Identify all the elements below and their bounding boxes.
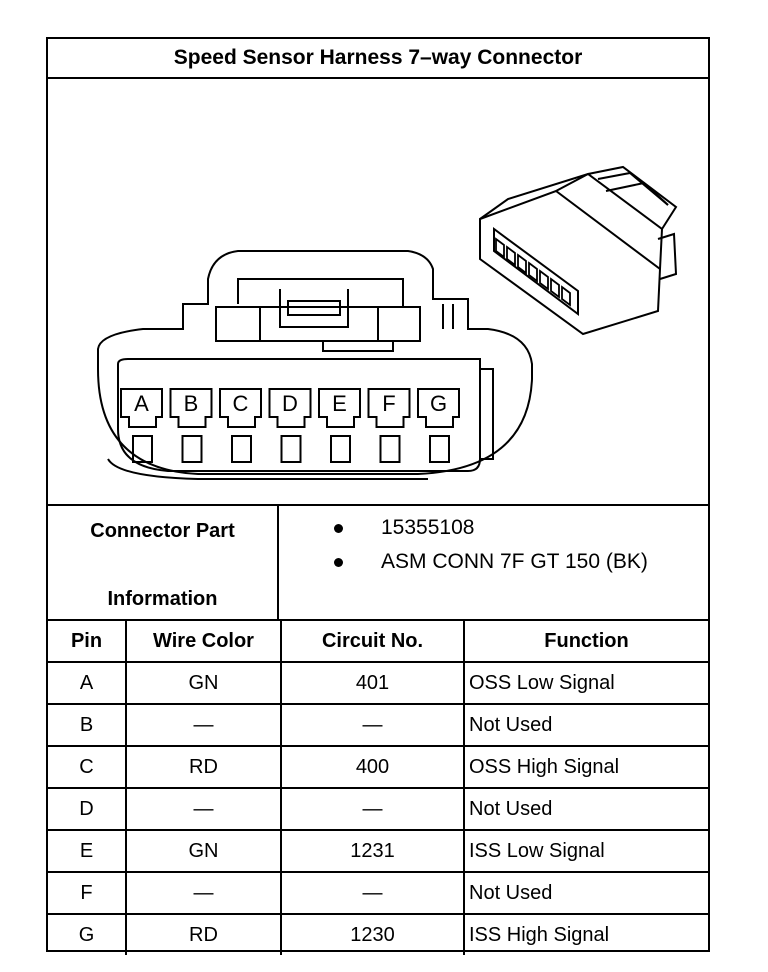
pin-letter-label: A	[134, 391, 149, 416]
pin-cavity-group	[121, 389, 459, 462]
pin-cavity-d	[270, 389, 311, 462]
bullet-icon	[334, 558, 343, 567]
pin-cavity-a	[121, 389, 162, 462]
pin-letter-label: D	[282, 391, 298, 416]
circuit-no-cell: 1230	[281, 914, 464, 955]
info-label-line1: Connector Part	[90, 520, 235, 542]
pin-letter-label: F	[382, 391, 396, 416]
connector-3d-cavities	[496, 239, 570, 305]
header-circuit-no: Circuit No.	[281, 621, 464, 662]
table-row	[48, 788, 708, 830]
table-header-row	[48, 621, 708, 662]
connector-illustration	[48, 79, 708, 504]
page-title: Speed Sensor Harness 7–way Connector	[48, 39, 708, 79]
table-row	[48, 872, 708, 914]
pin-cavity-c	[220, 389, 261, 462]
connector-sheet	[46, 37, 710, 952]
function-cell: ISS Low Signal	[464, 830, 708, 872]
pin-cell: G	[48, 914, 126, 955]
table-row	[48, 830, 708, 872]
pin-housing	[118, 359, 480, 471]
table-row	[48, 704, 708, 746]
connector-face-outline	[98, 251, 532, 474]
bullet-icon	[334, 524, 343, 533]
header-function: Function	[464, 621, 708, 662]
header-pin: Pin	[48, 621, 126, 662]
circuit-no-cell: 1231	[281, 830, 464, 872]
circuit-no-cell: 401	[281, 662, 464, 704]
pin-cell: C	[48, 746, 126, 788]
function-cell: ISS High Signal	[464, 914, 708, 955]
table-row	[48, 746, 708, 788]
circuit-no-cell: —	[281, 872, 464, 914]
part-number-text: 15355108	[381, 516, 475, 539]
wire-color-cell: GN	[126, 830, 281, 872]
wire-color-cell: GN	[126, 662, 281, 704]
function-cell: OSS Low Signal	[464, 662, 708, 704]
part-number-item	[334, 516, 474, 540]
connector-part-label	[48, 506, 279, 619]
header-wire-color: Wire Color	[126, 621, 281, 662]
pin-cell: B	[48, 704, 126, 746]
pin-cavity-f	[369, 389, 410, 462]
connector-3d-view	[480, 167, 676, 334]
pin-letter-label: G	[429, 391, 448, 416]
wire-color-cell: —	[126, 704, 281, 746]
function-cell: Not Used	[464, 872, 708, 914]
pin-letter-label: E	[332, 391, 347, 416]
table-row	[48, 662, 708, 704]
circuit-no-cell: —	[281, 704, 464, 746]
function-cell: Not Used	[464, 788, 708, 830]
part-description-text: ASM CONN 7F GT 150 (BK)	[381, 550, 648, 573]
pin-letter-label: B	[183, 391, 199, 416]
function-cell: Not Used	[464, 704, 708, 746]
pinout-table	[48, 621, 708, 955]
table-row	[48, 914, 708, 955]
wire-color-cell: —	[126, 788, 281, 830]
circuit-no-cell: —	[281, 788, 464, 830]
info-label-line2: Information	[107, 588, 218, 610]
wire-color-cell: —	[126, 872, 281, 914]
connector-part-info	[48, 504, 708, 621]
wire-color-cell: RD	[126, 914, 281, 955]
part-description-item	[334, 550, 648, 574]
pin-cell: D	[48, 788, 126, 830]
pin-cell: E	[48, 830, 126, 872]
circuit-no-cell: 400	[281, 746, 464, 788]
latch-outline	[238, 279, 403, 307]
function-cell: OSS High Signal	[464, 746, 708, 788]
pin-cell: F	[48, 872, 126, 914]
pin-cell: A	[48, 662, 126, 704]
pin-cavity-b	[171, 389, 212, 462]
connector-part-list	[279, 506, 708, 619]
pin-cavity-e	[319, 389, 360, 462]
pin-cavity-g	[418, 389, 459, 462]
connector-drawing	[48, 79, 712, 504]
wire-color-cell: RD	[126, 746, 281, 788]
pin-letter-label: C	[232, 391, 249, 416]
